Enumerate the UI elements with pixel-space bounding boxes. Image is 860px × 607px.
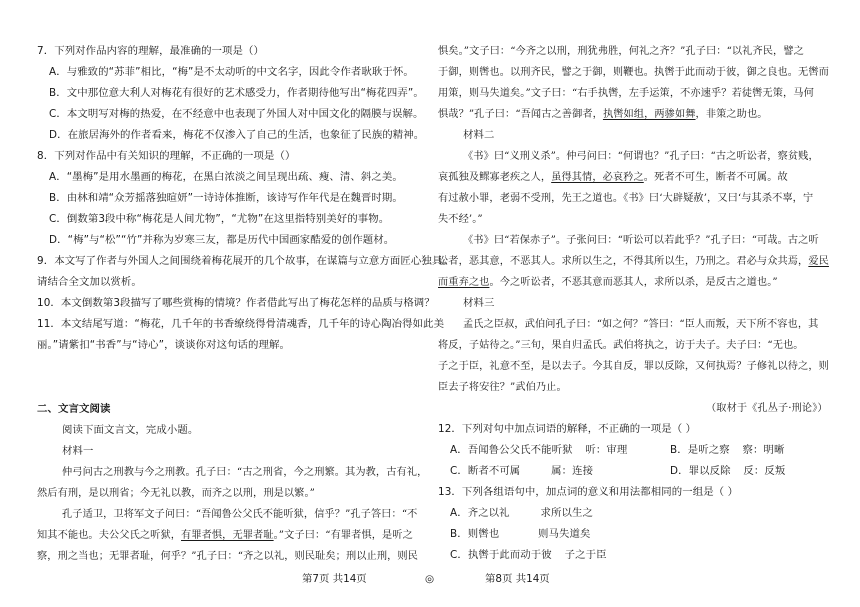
option-sentence: C．执辔于此而动于彼 (450, 549, 552, 561)
underlined-phrase: 执辔如组，两骖如舞 (602, 109, 696, 120)
passage-line: 仲弓问古之刑教与今之刑教。孔子曰：“古之刑省，今之刑繁。其为教，古有礼， (62, 467, 428, 478)
underlined-phrase: 有罪者惧，无罪者耻 (181, 530, 274, 541)
q8-option-b: B．由林和靖“众芳摇落独暄妍”一诗诗体推断，该诗写作年代是在魏晋时期。 (49, 192, 403, 204)
passage-line: 然后有刑，是以刑省；今无礼以教，而齐之以刑，刑是以繁。” (37, 488, 315, 499)
underlined-phrase: 而重弃之也 (438, 277, 490, 288)
q10-text: 10．本文倒数第3段描写了哪些赏梅的情境？作者借此写出了梅花怎样的品质与格调？ (37, 297, 435, 309)
q13-option-a (450, 507, 593, 520)
q7-option-b: B．文中那位意大利人对梅花有很好的艺术感受力，作者期待他写出“梅花四弄”。 (49, 87, 424, 99)
option-sentence-2: 求所以生之 (540, 507, 593, 519)
section-title: 二、文言文阅读 (37, 403, 111, 415)
q12-option-c (450, 465, 593, 478)
passage-line (438, 276, 778, 289)
q12-stem: 12．下列对句中加点词语的解释，不正确的一项是（ ） (438, 423, 697, 435)
q12-option-a (450, 444, 627, 457)
passage-line (438, 108, 768, 121)
option-sentence: C．断者不可属 (450, 465, 521, 477)
passage-line: 臣去子将安往？”武伯乃止。 (438, 382, 567, 393)
passage-line: 将反，子姑待之。”三旬，果自归孟氏。武伯将执之，访于夫子。夫子曰：“无也。 (438, 340, 804, 351)
passage-line: 惧矣。”文子曰：“今齐之以刑，刑犹弗胜，何礼之齐？”孔子曰：“以礼齐民，譬之 (438, 46, 804, 57)
q9-line-2: 请结合全文加以赏析。 (37, 276, 142, 288)
passage-line: 孔子适卫，卫将军文子问曰：“吾闻鲁公父氏不能听狱，信乎？”孔子答曰：“不 (62, 509, 418, 520)
q11-line-2: 丽。”请紫扣“书香”与“诗心”，谈谈你对这句话的理解。 (37, 339, 291, 351)
option-sentence: D．罪以反除 (670, 465, 731, 477)
underlined-phrase: 虽得其情，必哀矜之 (551, 172, 644, 183)
q8-stem: 8．下列对作品中有关知识的理解，不正确的一项是（） (37, 150, 296, 162)
passage-text: 哀孤独及鳏寡老疾之人， (438, 172, 552, 183)
q8-option-a: A．“墨梅”是用水墨画的梅花，在黑白浓淡之间呈现出疏、瘦、清、斜之美。 (49, 171, 403, 183)
q7-option-c: C．本文明写对梅的热爱，在不经意中也表现了外国人对中国文化的隔膜与误解。 (49, 108, 424, 120)
passage-line: 有过赦小罪，老弱不受刑，先王之道也。《书》曰‘大辟疑赦’，又曰‘与其杀不辜，宁 (438, 193, 814, 204)
q11-line-1: 11．本文结尾写道：“梅花，几千年的书香缭绕得骨清魂香，几千年的诗心陶冶得如此美 (37, 318, 445, 330)
source-citation: （取材于《孔丛子·刑论》） (706, 403, 828, 414)
q7-option-d: D．在旅居海外的作者看来，梅花不仅渗入了自己的生活，也象征了民族的精神。 (49, 129, 425, 141)
passage-text: 。”文子曰：“有罪者惧，是听之 (273, 530, 413, 541)
option-sentence-2: 子之于臣 (564, 549, 607, 561)
material-1-title: 材料一 (62, 445, 94, 457)
passage-text: 讼者，恶其意，不恶其人。求所以生之，不得其所以生，乃刑之。君必与众共焉， (438, 256, 809, 267)
passage-line: 失不经’。” (438, 214, 483, 225)
option-sentence: A．齐之以礼 (450, 507, 510, 519)
page-number-right: 第8页 共14页 (485, 573, 550, 585)
option-gloss: 属：连接 (551, 465, 594, 477)
passage-text: 。今之听讼者，不恶其意而恶其人，求所以杀，是反古之道也。” (489, 277, 778, 288)
q13-option-b (450, 528, 590, 541)
passage-text: 。死者不可生，断者不可属。故 (643, 172, 788, 183)
option-sentence: A．吾闻鲁公父氏不能听狱 (450, 444, 573, 456)
material-2-title: 材料二 (463, 129, 495, 141)
passage-line: 用策，则马失道矣。”文子曰：“右手执辔，左手运策，不亦速乎？若徒辔无策，马何 (438, 88, 814, 99)
passage-line: 《书》曰“义刑义杀”。仲弓问曰：“何谓也？”孔子曰：“古之听讼者，察贫贱， (463, 151, 819, 162)
q7-stem: 7．下列对作品内容的理解，最准确的一项是（） (37, 45, 265, 57)
material-3-title: 材料三 (463, 297, 495, 309)
q12-option-d (670, 465, 785, 478)
q9-line-1: 9．本文写了作者与外国人之间围绕着梅花展开的几个故事，在谋篇与立意方面匠心独具。 (37, 255, 453, 267)
passage-line: 察，刑之当也；无罪者耻，何乎？”孔子曰：“齐之以礼，则民耻矣；刑以止刑，则民 (37, 551, 418, 562)
page-number-left: 第7页 共14页 (302, 573, 367, 585)
q8-option-c: C．倒数第3段中称“梅花是人间尤物”，“尤物”在这里指特别美好的事物。 (49, 213, 390, 225)
passage-line (37, 529, 413, 542)
passage-text: 知其不能也。夫公父氏之听狱， (37, 530, 182, 541)
option-gloss: 反：反叛 (743, 465, 786, 477)
option-gloss: 察：明晰 (742, 444, 785, 456)
option-sentence: B．是听之察 (670, 444, 730, 456)
passage-line: 《书》曰“若保赤子”。子张问曰：“听讼可以若此乎？”孔子曰：“可哉。古之听 (463, 235, 819, 246)
passage-text: ，非策之助也。 (695, 109, 768, 120)
passage-line: 于御，则辔也。以刑齐民，譬之于御，则鞭也。执辔于此而动于彼，御之良也。无辔而 (438, 67, 829, 78)
q7-option-a: A．与雅致的“苏菲”相比，“梅”是不太动听的中文名字，因此令作者耿耿于怀。 (49, 66, 414, 78)
q12-option-b (670, 444, 784, 457)
section-intro: 阅读下面文言文，完成小题。 (62, 424, 199, 436)
center-mark-icon: ◎ (425, 573, 435, 585)
passage-line (438, 255, 829, 268)
passage-line: 子之于臣，礼意不至，是以去子。今其自反，罪以反除，又何执焉？子修礼以待之，则 (438, 361, 829, 372)
option-gloss: 听：审理 (585, 444, 628, 456)
q13-stem: 13．下列各组语句中，加点词的意义和用法都相同的一组是（ ） (438, 486, 739, 498)
q8-option-d: D．“梅”与“松”“竹”并称为岁寒三友，都是历代中国画家酷爱的创作题材。 (49, 234, 395, 246)
q13-option-c (450, 549, 607, 562)
option-sentence-2: 则马失道矣 (538, 528, 591, 540)
passage-line: 孟氏之臣叔，武伯问孔子曰：“如之何？”答曰：“臣人而叛，天下所不容也，其 (463, 319, 819, 330)
passage-text: 惧哉？”孔子曰：“吾闻古之善御者， (438, 109, 603, 120)
passage-line (438, 171, 788, 184)
option-sentence: B．则辔也 (450, 528, 500, 540)
underlined-phrase: 爱民 (808, 256, 829, 267)
